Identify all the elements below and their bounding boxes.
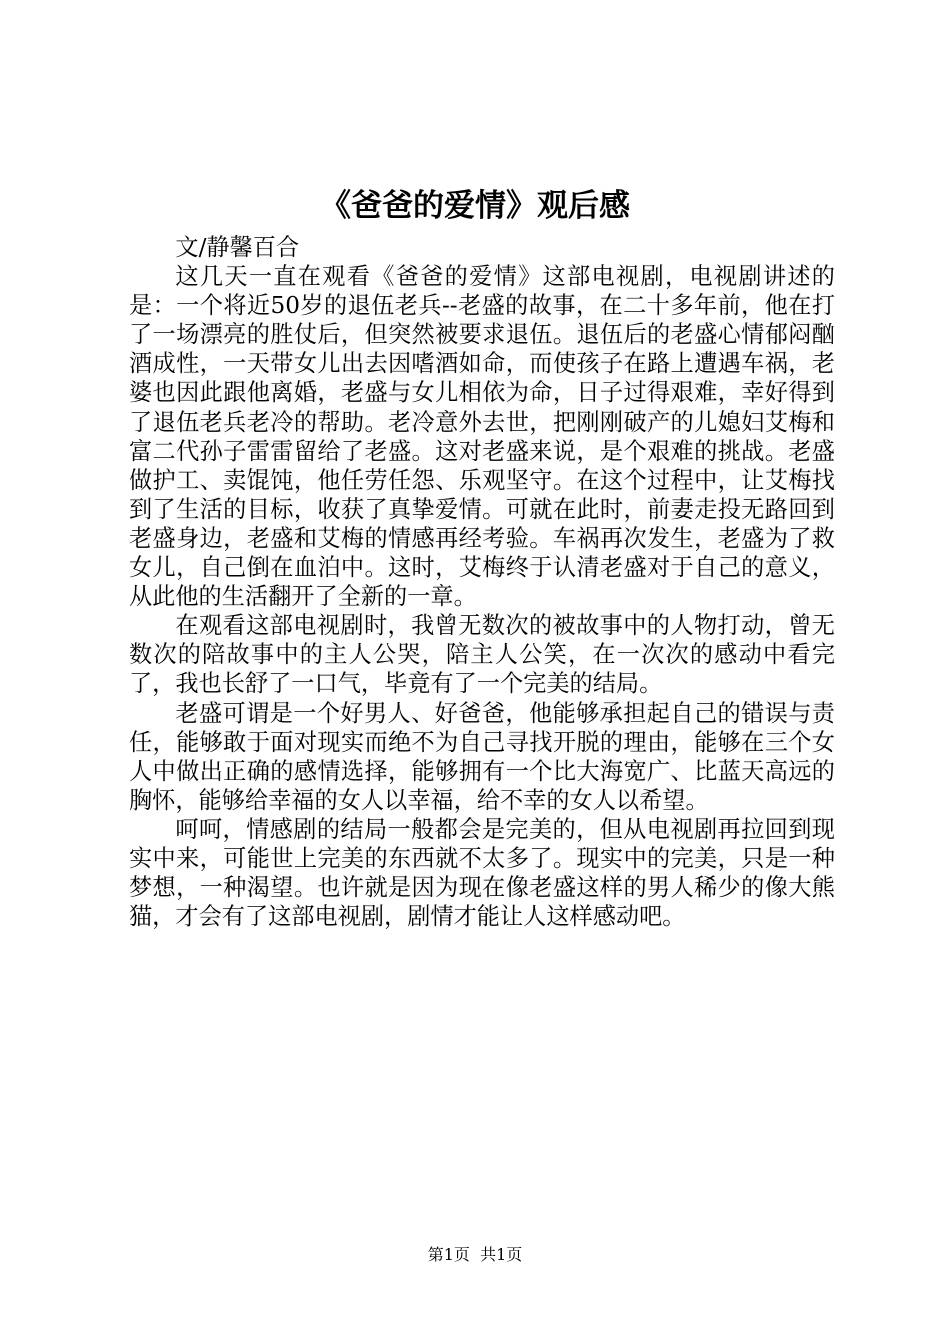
body-paragraph: 在观看这部电视剧时，我曾无数次的被故事中的人物打动，曾无数次的陪故事中的主人公哭，陪主人公笑，在一次次的感动中看完了，我也长舒了一口气，毕竟有了一个完美的结局。 — [129, 612, 835, 698]
author-line: 文/静馨百合 — [175, 234, 300, 261]
body-paragraph: 老盛可谓是一个好男人、好爸爸，他能够承担起自己的错误与责任，能够敢于面对现实而绝不为自己寻找开脱的理由，能够在三个女人中做出正确的感情选择，能够拥有一个比大海宽广、比蓝天高远的胸怀，能够给幸福的女人以幸福，给不幸的女人以希望。 — [129, 699, 835, 814]
document-body — [129, 233, 835, 931]
page-footer: 第1页 共1页 — [427, 1245, 523, 1264]
body-paragraph: 呵呵，情感剧的结局一般都会是完美的，但从电视剧再拉回到现实中来，可能世上完美的东西就不太多了。现实中的完美，只是一种梦想，一种渴望。也许就是因为现在像老盛这样的男人稀少的像大熊猫，才会有了这部电视剧，剧情才能让人这样感动吧。 — [129, 815, 835, 931]
body-paragraph: 这几天一直在观看《爸爸的爱情》这部电视剧，电视剧讲述的是：一个将近50岁的退伍老兵--老盛的故事，在二十多年前，他在打了一场漂亮的胜仗后，但突然被要求退伍。退伍后的老盛心情郁闷酗酒成性，一天带女儿出去因嗜酒如命，而使孩子在路上遭遇车祸，老婆也因此跟他离婚，老盛与女儿相依为命，日子过得艰难，幸好得到了退伍老兵老冷的帮助。老冷意外去世，把刚刚破产的儿媳妇艾梅和富二代孙子雷雷留给了老盛。这对老盛来说，是个艰难的挑战。老盛做护工、卖馄饨，他任劳任怨、乐观坚守。在这个过程中，让艾梅找到了生活的目标，收获了真挚爱情。可就在此时，前妻走投无路回到老盛身边，老盛和艾梅的情感再经考验。车祸再次发生，老盛为了救女儿，自己倒在血泊中。这时，艾梅终于认清老盛对于自己的意义，从此他的生活翻开了全新的一章。 — [129, 263, 835, 611]
document-title: 《爸爸的爱情》观后感 — [320, 188, 630, 224]
